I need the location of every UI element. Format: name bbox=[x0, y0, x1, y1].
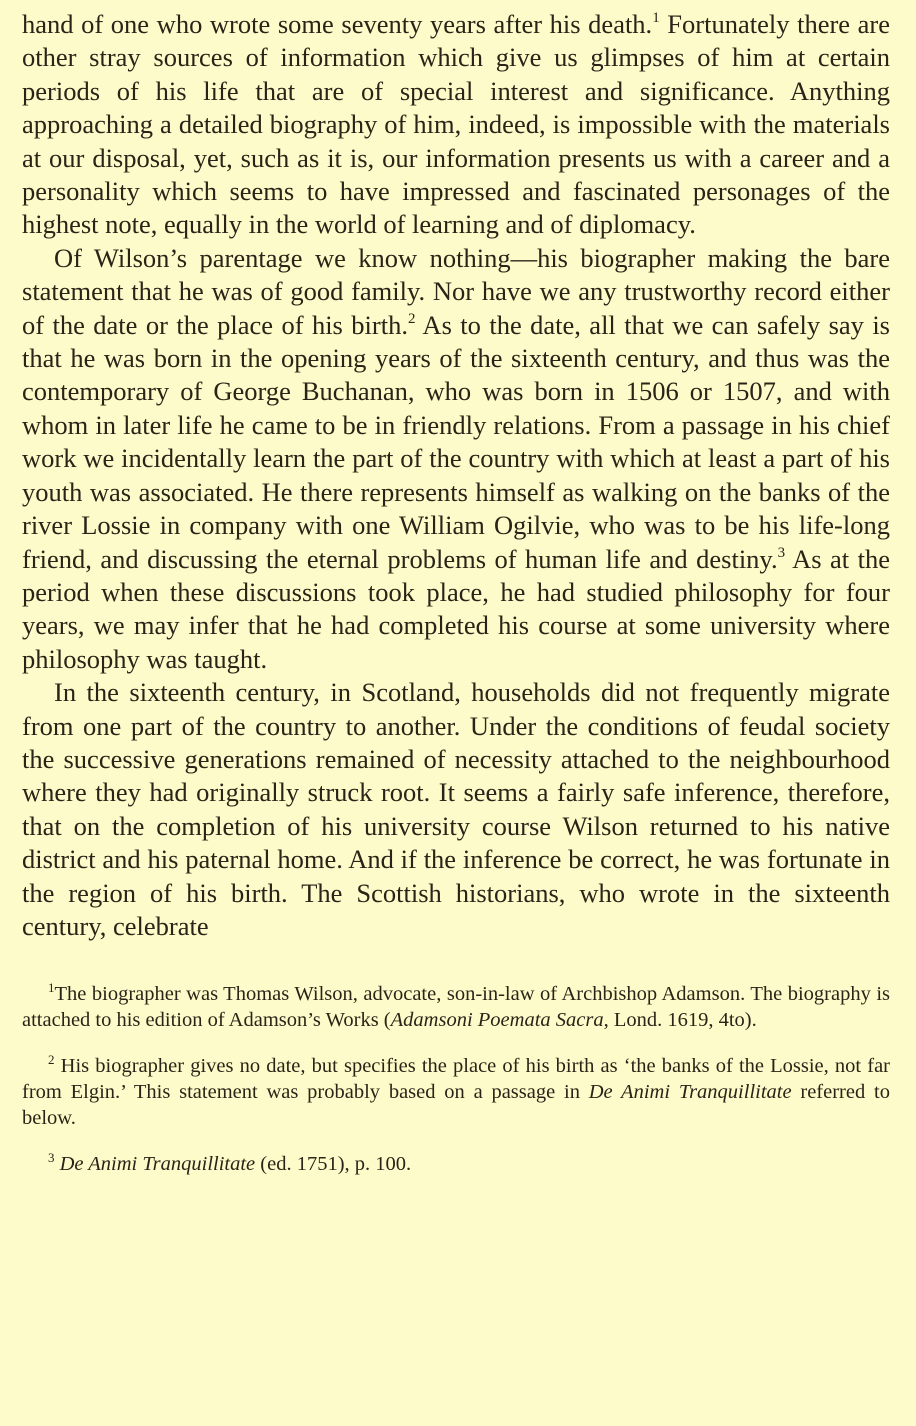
footnote-3 bbox=[22, 1151, 890, 1177]
footnote-1-mark: 1 bbox=[48, 980, 55, 996]
body-text bbox=[22, 8, 890, 943]
paragraph-3-text: In the sixteenth century, in Scotland, households did not frequently migrate from one part of the country to another. Under the conditions of feudal society the successive generations remained of necessity attached to the neighbourhood where they had originally struck root. It seems a fairly safe inference, therefore, that on the completion of his university course Wilson returned to his native district and his paternal home. And if the inference be correct, he was fortunate in the region of his birth. The Scottish historians, who wrote in the sixteenth century, celebrate bbox=[22, 677, 890, 941]
footnote-ref-3: 3 bbox=[777, 544, 786, 561]
footnote-1-italic: Adamsoni Poemata Sacra bbox=[390, 1009, 604, 1032]
page bbox=[22, 8, 890, 1197]
footnote-3-mark: 3 bbox=[48, 1150, 55, 1166]
footnote-1-text-b: , Lond. 1619, 4to). bbox=[603, 1009, 757, 1032]
paragraph-2-text-c: As at the period when these discussions took place, he had studied philosophy for four years, we may infer that he had completed his course at some university where philosophy was taught. bbox=[22, 543, 890, 674]
footnote-ref-2: 2 bbox=[407, 310, 416, 327]
paragraph-1-text-b: Fortunately there are other stray sources of information which give us glimpses of him at certain periods of his life that are of special interest and significance. Anything approaching a detailed biography of him, indeed, is impossible with the materials at our disposal, yet, such as it is, our information presents us with a career and a personality which seems to have impressed and fascinated personages of the highest note, equally in the world of learning and of diplomacy. bbox=[22, 9, 890, 240]
footnote-1 bbox=[22, 981, 890, 1033]
paragraph-2-text-b: As to the date, all that we can safely say is that he was born in the opening years of the sixteenth century, and thus was the contemporary of George Buchanan, who was born in 1506 or 1507, and with whom in later life he came to be in friendly relations. From a passage in his chief work we incidentally learn the part of the country with which at least a part of his youth was associated. He there represents himself as walking on the banks of the river Lossie in company with one William Ogilvie, who was to be his life-long friend, and discussing the eternal problems of human life and destiny. bbox=[22, 309, 890, 574]
footnotes bbox=[22, 981, 890, 1177]
footnote-2-text-b: referred to below. bbox=[22, 1081, 890, 1130]
footnote-2 bbox=[22, 1053, 890, 1131]
footnote-2-text-a: His biographer gives no date, but specifies the place of his birth as ‘the banks of the Lossie, not far from Elgin.’ This statement was probably based on a passage in bbox=[22, 1055, 890, 1104]
paragraph-1 bbox=[22, 8, 890, 242]
paragraph-1-text-a: hand of one who wrote some seventy years after his death. bbox=[22, 9, 653, 39]
paragraph-3 bbox=[22, 676, 890, 943]
footnote-1-text-a: The biographer was Thomas Wilson, advocate, son-in-law of Archbishop Adamson. The biography is attached to his edition of Adamson’s Works ( bbox=[22, 983, 890, 1032]
footnote-ref-1: 1 bbox=[652, 10, 660, 26]
footnote-2-mark: 2 bbox=[48, 1052, 55, 1068]
footnote-3-text-b: (ed. 1751), p. 100. bbox=[255, 1153, 412, 1176]
footnote-2-italic: De Animi Tranquillitate bbox=[588, 1081, 792, 1104]
paragraph-2-text-a: Of Wilson’s parentage we know nothing—his biographer making the bare statement that he was of good family. Nor have we any trustworthy record either of the date or the place of his birth. bbox=[22, 242, 890, 340]
paragraph-2 bbox=[22, 242, 890, 676]
footnote-3-italic: De Animi Tranquillitate bbox=[59, 1153, 256, 1176]
